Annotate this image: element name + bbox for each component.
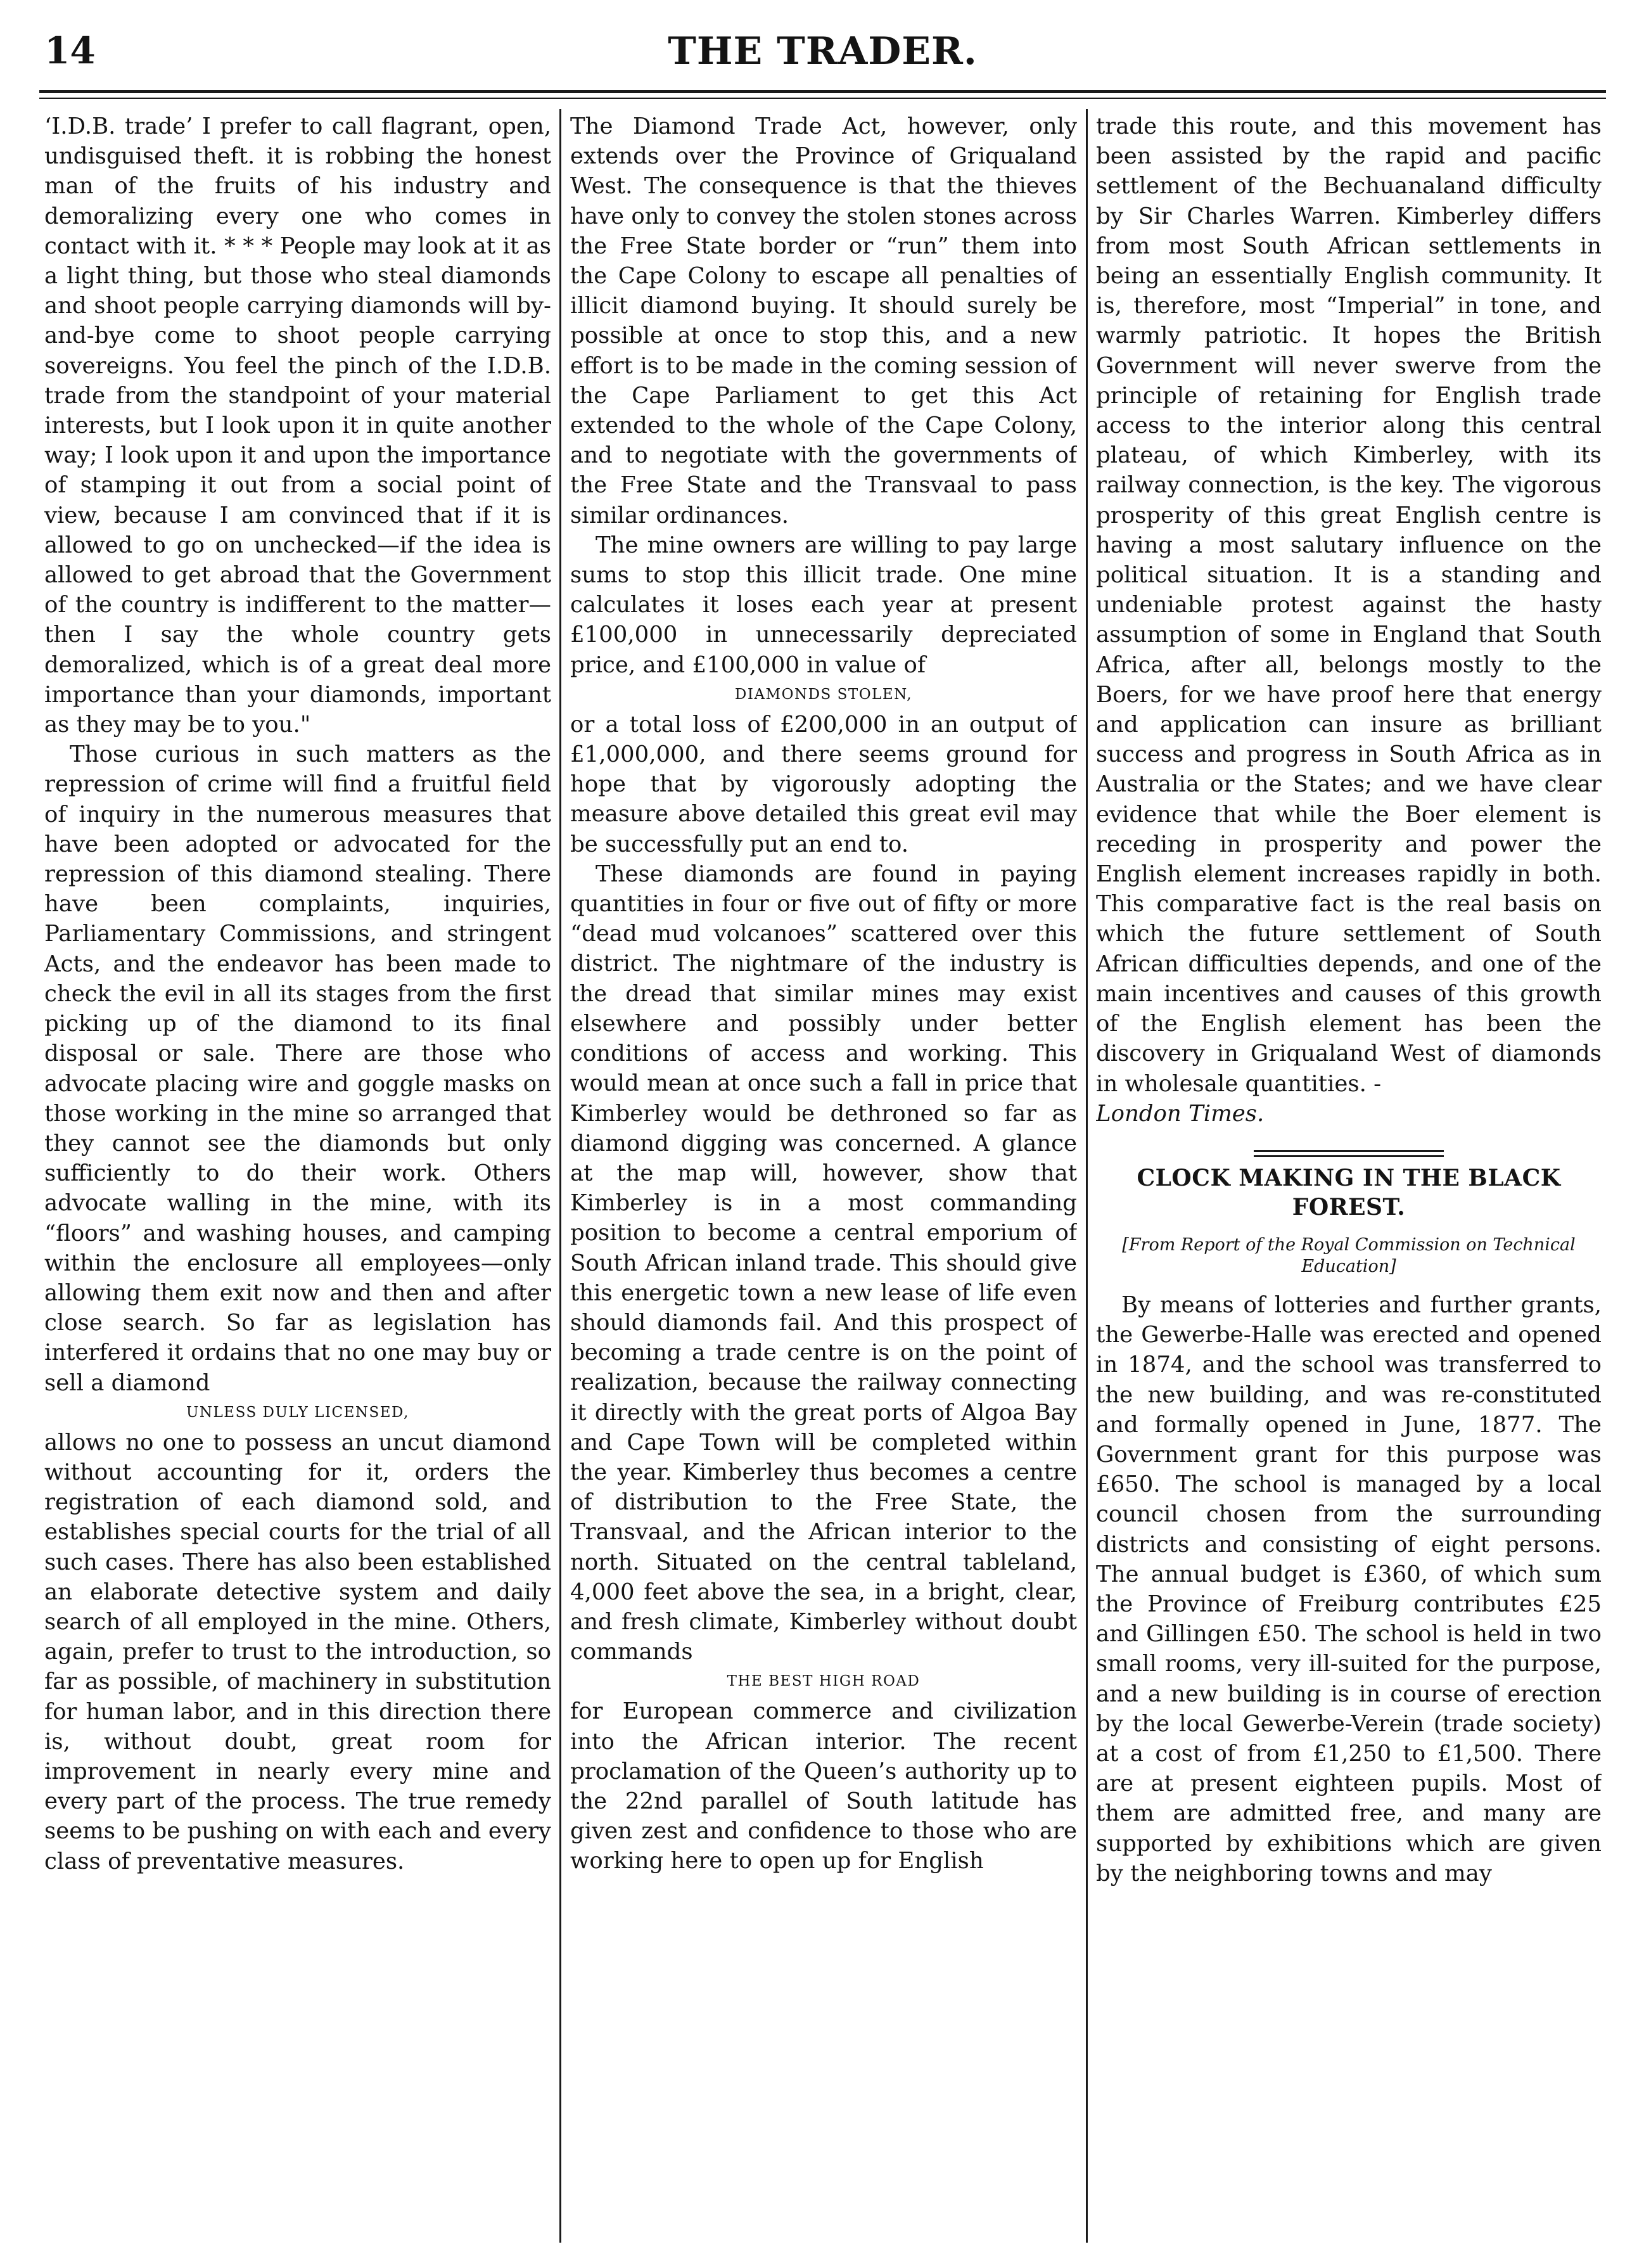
- paragraph: allows no one to possess an uncut diamond without accounting for it, orders the registration of each diamond sold, and establishes special courts for the trial of all such cases. There has also been established an elaborate detective system and daily search of all employed in the mine. Others, again, prefer to trust to the introduction, so far as possible, of machinery in substitution for human labor, and in this direction there is, without doubt, great room for improvement in nearly every mine and every part of the process. The true remedy seems to be pushing on with each and every class of preventative measures.: [44, 1429, 551, 1874]
- subheading: DIAMONDS STOLEN,: [734, 686, 913, 703]
- header-rule-thick: [39, 90, 1606, 93]
- left-column: [44, 112, 551, 2243]
- paragraph: The mine owners are willing to pay large sums to stop this illicit trade. One mine calculates it loses each year at present £100,000 in unnecessarily depreciated price, and £100,000 in value of: [570, 532, 1077, 678]
- paragraph: These diamonds are found in paying quantities in four or five out of fifty or more “dead mud volcanoes” scattered over this district. The nightmare of the industry is the dread that similar mines may exist elsewhere and possibly under better conditions of access and working. This would mean at once such a fall in price that Kimberley would be dethroned so far as diamond digging was concerned. A glance at the map will, however, show that Kimberley is in a most commanding position to become a central emporium of South African inland trade. This should give this energetic town a new lease of life even should diamonds fail. And this prospect of becoming a trade centre is on the point of realization, because the railway connecting it directly with the great ports of Algoa Bay and Cape Town will be completed within the year. Kimberley thus becomes a centre of distribution to the Free State, the Transvaal, and the African interior to the north. Situated on the central tableland, 4,000 feet above the sea, in a bright, clear, and fresh climate, Kimberley without doubt commands: [570, 861, 1077, 1665]
- source-note: [From Report of the Royal Commission on Technical Education]: [1122, 1234, 1576, 1276]
- header-rule-thin: [39, 98, 1606, 99]
- paragraph: The Diamond Trade Act, however, only extends over the Province of Griqualand West. The consequence is that the thieves have only to convey the stolen stones across the Free State border or “run” them into the Cape Colony to escape all penalties of illicit diamond buying. It should surely be possible at once to stop this, and a new effort is to be made in the coming session of the Cape Parliament to get this Act extended to the whole of the Cape Colony, and to negotiate with the governments of the Free State and the Transvaal to pass similar ordinances.: [570, 113, 1077, 529]
- column-divider-right: [1086, 109, 1088, 2243]
- middle-column: [570, 112, 1077, 2243]
- section-divider: [1254, 1150, 1444, 1157]
- page-header: [39, 25, 1606, 76]
- paragraph: Those curious in such matters as the repression of crime will find a fruitful field of inquiry in the numerous measures that have been adopted or advocated for the repression of this diamond stealing. There have been complaints, inquiries, Parliamentary Commissions, and stringent Acts, and the endeavor has been made to check the evil in all its stages from the first picking up of the diamond to its final disposal or sale. There are those who advocate placing wire and goggle masks on those working in the mine so arranged that they cannot see the diamonds but only sufficiently to do their work. Others advocate walling in the mine, with its “floors” and washing houses, and camping within the enclosure all employees—only allowing them exit now and then and after close search. So far as legislation has interfered it ordains that no one may buy or sell a diamond: [44, 741, 551, 1396]
- subheading: THE BEST HIGH ROAD: [727, 1673, 921, 1690]
- paragraph: or a total loss of £200,000 in an output of £1,000,000, and there seems ground for hope that by vigorously adopting the measure above detailed this great evil may be successfully put an end to.: [570, 711, 1077, 857]
- paragraph: for European commerce and civilization into the African interior. The recent proclamation of the Queen’s authority up to the 22nd parallel of South latitude has given zest and confidence to those who are working here to open up for English: [570, 1698, 1077, 1874]
- paragraph: ‘I.D.B. trade’ I prefer to call flagrant, open, undisguised theft. it is robbing the honest man of the fruits of his industry and demoralizing every one who comes in contact with it. * * * People may look at it as a light thing, but those who steal diamonds and shoot people carrying diamonds will by-and-bye come to shoot people carrying sovereigns. You feel the pinch of the I.D.B. trade from the standpoint of your material interests, but I look upon it in quite another way; I look upon it and upon the importance of stamping it out from a social point of view, because I am convinced that if it is allowed to go on unchecked—if the idea is allowed to get abroad that the Government of the country is indifferent to the matter—then I say the whole country gets demoralized, which is of a great deal more importance than your diamonds, important as they may be to you.": [44, 113, 551, 738]
- column-divider-left: [559, 109, 561, 2243]
- right-column: [1096, 112, 1602, 2243]
- paragraph: trade this route, and this movement has been assisted by the rapid and pacific settlement of the Bechuanaland difficulty by Sir Charles Warren. Kimberley differs from most South African settlements in being an essentially English community. It is, therefore, most “Imperial” in tone, and warmly patriotic. It hopes the British Government will never swerve from the principle of retaining for English trade access to the interior along this central plateau, of which Kimberley, with its railway connection, is the key. The vigorous prosperity of this great English centre is having a most salutary influence on the political situation. It is a standing and undeniable protest against the hasty assumption of some in England that South Africa, after all, belongs mostly to the Boers, for we have proof here that energy and application can insure as brilliant success and progress in South Africa as in Australia or the States; and we have clear evidence that while the Boer element is receding in prosperity and power the English element increases rapidly in both. This comparative fact is the real basis on which the future settlement of South African difficulties depends, and one of the main incentives and causes of this growth of the English element has been the discovery in Griqualand West of diamonds in wholesale quantities. -: [1096, 113, 1602, 1097]
- page-number: 14: [44, 29, 96, 72]
- masthead-title: THE TRADER.: [668, 29, 978, 74]
- paragraph: By means of lotteries and further grants, the Gewerbe-Halle was erected and opened in 1874, and the school was transferred to the new building, and was re-constituted and formally opened in June, 1877. The Government grant for this purpose was £650. The school is managed by a local council chosen from the surrounding districts and consisting of eight persons. The annual budget is £360, of which sum the Province of Freiburg contributes £25 and Gillingen £50. The school is held in two small rooms, very ill-suited for the purpose, and a new building is in course of erection by the local Gewerbe-Verein (trade society) at a cost of from £1,250 to £1,500. There are at present eighteen pupils. Most of them are admitted free, and many are supported by exhibitions which are given by the neighboring towns and may: [1096, 1291, 1602, 1887]
- article-title: CLOCK MAKING IN THE BLACK FOREST.: [1137, 1164, 1561, 1220]
- subheading: UNLESS DULY LICENSED,: [186, 1404, 409, 1421]
- article-credit: London Times.: [1096, 1100, 1265, 1127]
